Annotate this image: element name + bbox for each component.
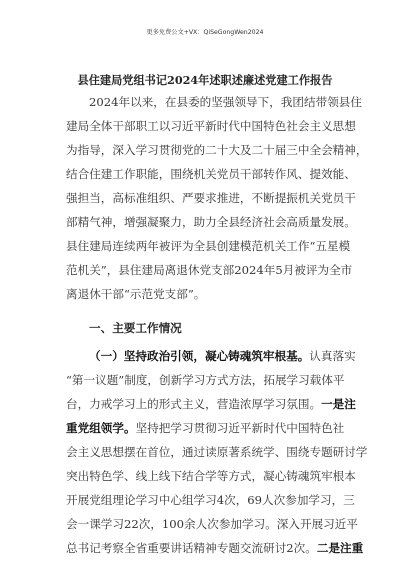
body-text: 坚持把学习贯彻习近平新时代中国特色社 xyxy=(135,421,345,435)
body-line: 会一课学习22次，100余人次参加学习。深入开展习近平 xyxy=(66,517,358,531)
emphasis-text: 重党组领学。 xyxy=(66,421,136,435)
emphasis-text: 二是注重 xyxy=(316,541,364,555)
body-text: 台，力戒学习上的形式主义，营造浓厚学习氛围。 xyxy=(66,397,322,411)
section-heading: 一、主要工作情况 xyxy=(89,321,182,335)
header-note: 更多免费公文+VX：QiSeGongWen2024 xyxy=(146,29,264,36)
subsection-lead-line xyxy=(89,349,356,363)
body-line: 会主义思想摆在首位，通过读原著系统学、围绕专题研讨学 xyxy=(66,445,368,459)
intro-line: 离退休干部“示范党支部”。 xyxy=(66,287,206,301)
document-title: 县住建局党组书记2024年述职述廉述党建工作报告 xyxy=(77,73,333,87)
intro-line: 县住建局连续两年被评为全县创建模范机关工作“五星模 xyxy=(66,239,351,253)
body-line: 突出特色学、线上线下结合学等方式，凝心铸魂筑牢根本 xyxy=(66,469,356,483)
intro-line: 2024年以来，在县委的坚强领导下，我团结带领县住 xyxy=(89,95,362,109)
subsection-lead-rest: 认真落实 xyxy=(309,349,356,363)
body-line: “第一议题”制度，创新学习方式方法，拓展学习载体平 xyxy=(66,373,345,387)
intro-line: 部精气神，增强凝聚力，助力全县经济社会高质量发展。 xyxy=(66,215,356,229)
body-line xyxy=(66,541,363,555)
body-line: 开展党组理论学习中心组学习4次，69人次参加学习，三 xyxy=(66,493,355,507)
intro-line: 建局全体干部职工以习近平新时代中国特色社会主义思想 xyxy=(66,119,356,133)
body-line xyxy=(66,397,356,411)
intro-line: 结合住建工作职能，围绕机关党员干部转作风、提效能、 xyxy=(66,167,356,181)
body-line xyxy=(66,421,344,435)
body-text: 总书记考察全省重要讲话精神专题交流研讨2次。 xyxy=(66,541,317,555)
intro-line: 强担当，高标准组织、严要求推进，不断提振机关党员干 xyxy=(66,191,356,205)
emphasis-text: 一是注 xyxy=(321,397,356,411)
subsection-bold-lead: （一）坚持政治引领，凝心铸魂筑牢根基。 xyxy=(89,349,310,363)
intro-line: 范机关”，县住建局离退休党支部2024年5月被评为全市 xyxy=(66,263,353,277)
intro-line: 为指导，深入学习贯彻党的二十大及二十届三中全会精神， xyxy=(66,143,368,157)
